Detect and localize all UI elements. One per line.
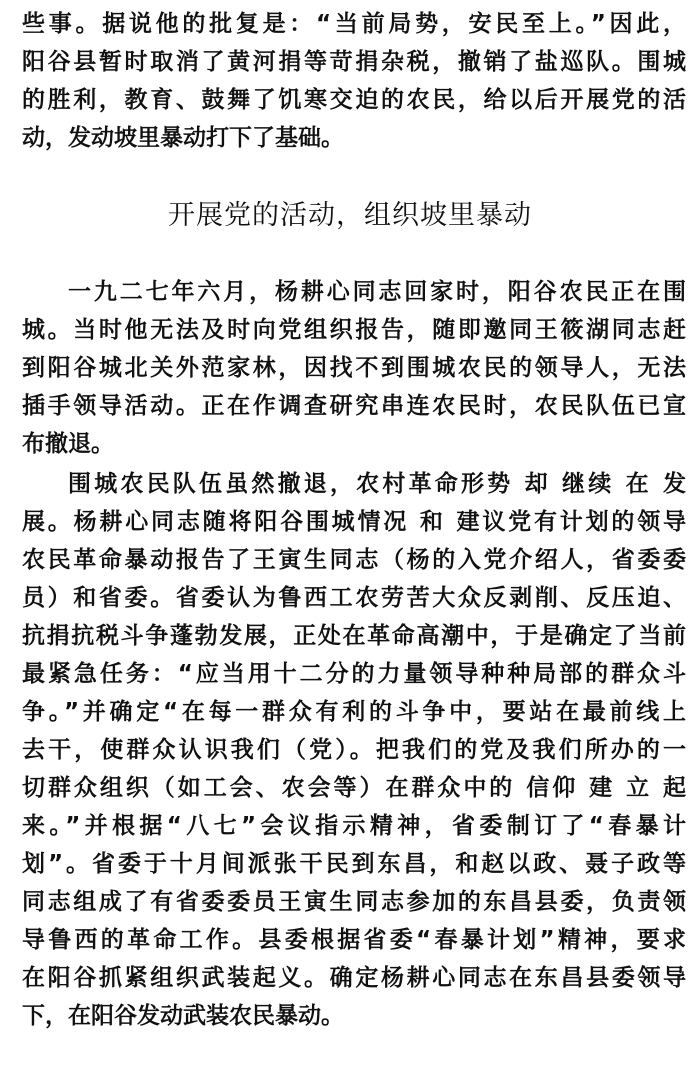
text-line: 划”。省委于十月间派张干民到东昌，和赵以政、聂子政等 xyxy=(22,851,686,877)
text-line: 农民革命暴动报告了王寅生同志（杨的入党介绍人，省委委 xyxy=(22,547,686,573)
text-line: 去干，使群众认识我们（党）。把我们的党及我们所办的一 xyxy=(22,737,686,763)
text-line: 动，发动坡里暴动打下了基础。 xyxy=(22,125,344,151)
text-line: 插手领导活动。正在作调查研究串连农民时，农民队伍已宣 xyxy=(22,393,686,419)
text-line: 导鲁西的革命工作。县委根据省委“春暴计划”精神，要求 xyxy=(22,927,686,953)
text-line: 阳谷县暂时取消了黄河捐等苛捐杂税，撤销了盐巡队。围城 xyxy=(22,49,686,75)
text-line: 些事。据说他的批复是：“当前局势，安民至上。”因此， xyxy=(22,11,686,37)
text-line: 城。当时他无法及时向党组织报告，随即邀同王筱湖同志赶 xyxy=(22,317,686,343)
text-line: 切群众组织（如工会、农会等）在群众中的 信仰 建 立 起 xyxy=(22,775,686,801)
text-line: 围城农民队伍虽然撤退，农村革命形势 却 继续 在 发 xyxy=(68,471,686,497)
text-line: 一九二七年六月，杨耕心同志回家时，阳谷农民正在围 xyxy=(68,279,686,305)
text-line: 来。”并根据“八七”会议指示精神，省委制订了“春暴计 xyxy=(22,813,686,839)
text-line: 到阳谷城北关外范家林，因找不到围城农民的领导人，无法 xyxy=(22,355,686,381)
text-line: 下，在阳谷发动武装农民暴动。 xyxy=(22,1003,344,1029)
text-line: 同志组成了有省委委员王寅生同志参加的东昌县委，负责领 xyxy=(22,889,686,915)
section-heading: 开展党的活动，组织坡里暴动 xyxy=(168,200,532,231)
text-line: 布撤退。 xyxy=(22,431,114,457)
text-line: 争。”并确定“在每一群众有利的斗争中，要站在最前线上 xyxy=(22,699,686,725)
text-line: 在阳谷抓紧组织武装起义。确定杨耕心同志在东昌县委领导 xyxy=(22,965,686,991)
text-line: 最紧急任务：“应当用十二分的力量领导种种局部的群众斗 xyxy=(22,661,686,687)
text-line: 展。杨耕心同志随将阳谷围城情况 和 建议党有计划的领导 xyxy=(22,509,686,535)
text-line: 员）和省委。省委认为鲁西工农劳苦大众反剥削、反压迫、 xyxy=(22,585,686,611)
text-line: 抗捐抗税斗争蓬勃发展，正处在革命高潮中，于是确定了当前 xyxy=(22,623,686,649)
text-line: 的胜利，教育、鼓舞了饥寒交迫的农民，给以后开展党的活 xyxy=(22,87,686,113)
